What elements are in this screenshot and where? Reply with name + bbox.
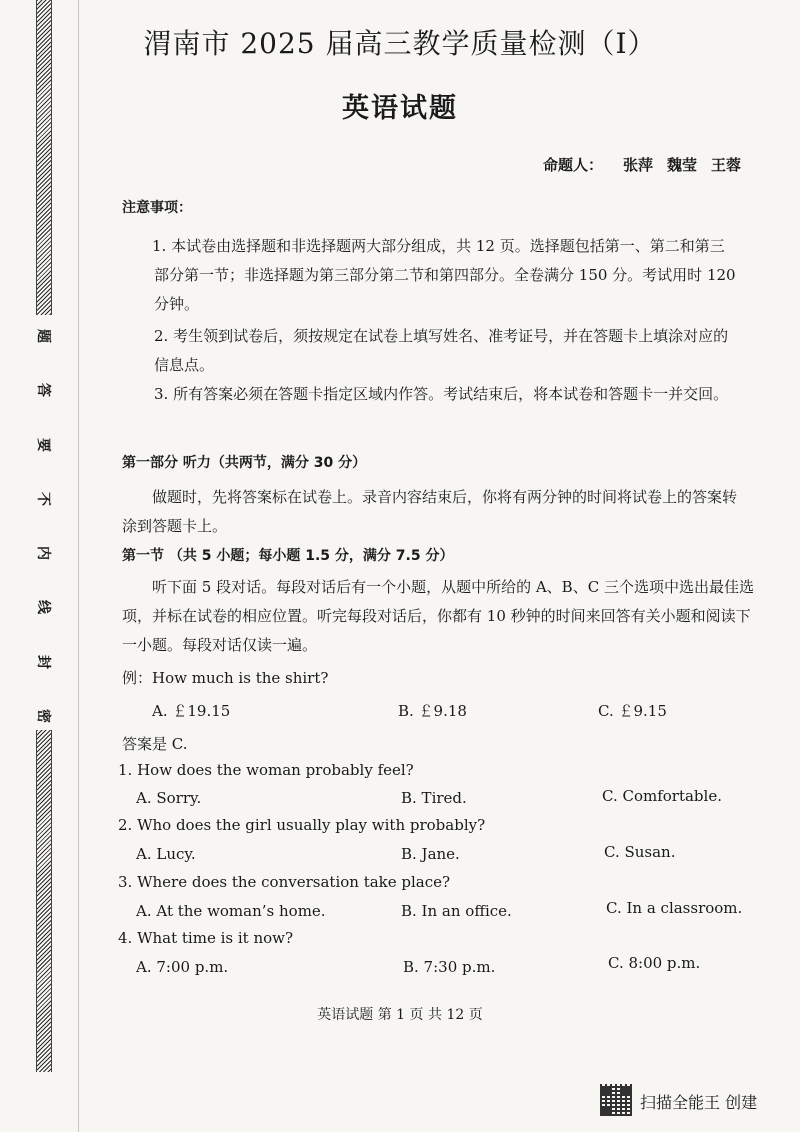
subject-title: 英语试题 [342,93,458,124]
example-option-a: A. ￡19.15 [152,702,231,720]
seal-char: 题 [35,329,51,343]
binding-seal-text [33,326,55,726]
note-item: 2. 考生领到试卷后，须按规定在试卷上填写姓名、准考证号，并在答题卡上填涂对应的信息点。 [154,327,729,374]
example-option-c: C. ￡9.15 [598,702,667,720]
q3-option-c: C. In a classroom. [606,899,743,917]
question-4: 4. What time is it now? [118,929,294,947]
question-2: 2. Who does the girl usually play with probably? [118,816,486,834]
author-name: 王蓉 [711,156,742,174]
author-name: 张萍 [623,156,654,174]
margin-divider [78,0,79,1132]
q4-option-c: C. 8:00 p.m. [608,954,701,972]
note-item: 1. 本试卷由选择题和非选择题两大部分组成，共 12 页。选择题包括第一、第二和第三部分第一节；非选择题为第三部分第二节和第四部分。全卷满分 150 分。考试用时 120 分钟。 [152,237,736,313]
qr-code-icon [600,1084,632,1116]
q4-option-b: B. 7:30 p.m. [403,958,496,976]
q2-option-b: B. Jane. [401,845,460,863]
section1-heading: 第一节 （共 5 小题；每小题 1.5 分，满分 7.5 分） [122,548,454,564]
authors-label: 命题人： [543,156,604,174]
question-3: 3. Where does the conversation take place? [118,873,451,891]
section1-instructions: 听下面 5 段对话。每段对话后有一个小题，从题中所给的 A、B、C 三个选项中选出最佳选项，并标在试卷的相应位置。听完每段对话后，你都有 10 秒钟的时间来回答有关小题和阅读下一小题。每段对话仅读一遍。 [122,578,754,654]
part1-heading: 第一部分 听力（共两节，满分 30 分） [122,455,367,471]
part1-instructions: 做题时，先将答案标在试卷上。录音内容结束后，你将有两分钟的时间将试卷上的答案转涂到答题卡上。 [122,488,738,535]
notes-heading: 注意事项： [122,200,192,216]
seal-char: 答 [35,383,51,398]
seal-char: 内 [35,546,51,561]
example-answer: 答案是 C. [122,735,188,753]
example-option-b: B. ￡9.18 [398,702,467,720]
q2-option-a: A. Lucy. [136,845,196,863]
seal-char: 密 [35,708,51,723]
seal-char: 线 [35,600,51,615]
note-item: 3. 所有答案必须在答题卡指定区域内作答。考试结束后，将本试卷和答题卡一并交回。 [154,385,729,403]
q3-option-b: B. In an office. [401,902,512,920]
watermark-text: 扫描全能王 创建 [640,1093,758,1112]
seal-char: 封 [35,654,51,669]
q1-option-c: C. Comfortable. [602,787,722,805]
seal-char: 不 [35,491,51,506]
q1-option-a: A. Sorry. [136,789,202,807]
q2-option-c: C. Susan. [604,843,676,861]
q4-option-a: A. 7:00 p.m. [136,958,229,976]
authors-line [543,154,741,175]
example-question: 例：How much is the shirt? [122,669,329,687]
q3-option-a: A. At the woman’s home. [136,902,326,920]
seal-char: 要 [35,437,51,452]
question-1: 1. How does the woman probably feel? [118,761,414,779]
author-name: 魏莹 [667,156,698,174]
scanner-watermark [600,1084,770,1118]
exam-title: 渭南市 2025 届高三教学质量检测（Ⅰ） [143,27,657,60]
q1-option-b: B. Tired. [401,789,467,807]
page-footer: 英语试题 第 1 页 共 12 页 [317,1007,483,1023]
